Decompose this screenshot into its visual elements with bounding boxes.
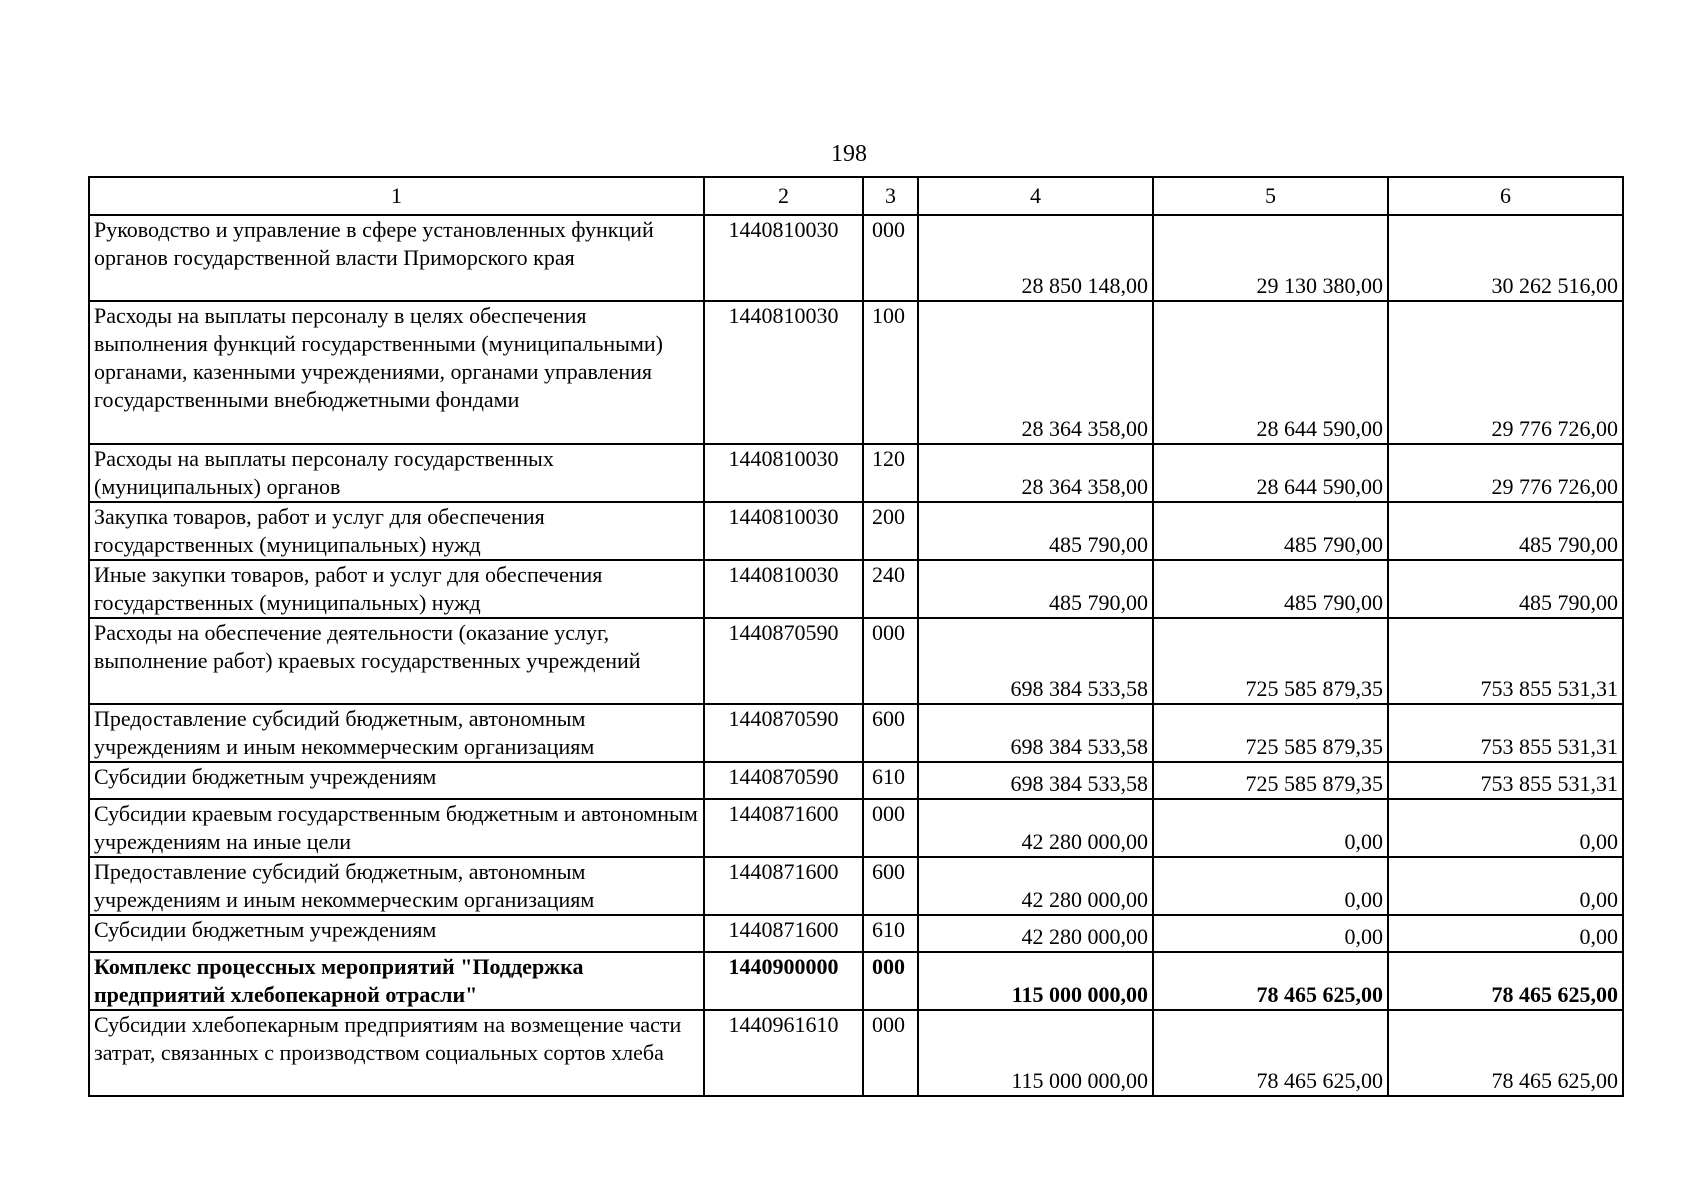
- row-type: 000: [863, 1010, 918, 1096]
- row-name: Расходы на выплаты персоналу государственных (муниципальных) органов: [89, 444, 704, 502]
- row-amount-6: 753 855 531,31: [1388, 704, 1623, 762]
- row-amount-6: 753 855 531,31: [1388, 762, 1623, 799]
- row-amount-4: 485 790,00: [918, 502, 1153, 560]
- row-amount-6: 29 776 726,00: [1388, 444, 1623, 502]
- row-amount-5: 28 644 590,00: [1153, 444, 1388, 502]
- page-number: 198: [831, 141, 867, 167]
- row-amount-5: 28 644 590,00: [1153, 301, 1388, 444]
- column-header: 6: [1388, 177, 1623, 215]
- row-name: Субсидии хлебопекарным предприятиям на возмещение части затрат, связанных с производством социальных сортов хлеба: [89, 1010, 704, 1096]
- row-amount-4: 42 280 000,00: [918, 857, 1153, 915]
- row-code: 1440810030: [704, 301, 863, 444]
- row-amount-6: 30 262 516,00: [1388, 215, 1623, 301]
- row-amount-4: 115 000 000,00: [918, 952, 1153, 1010]
- row-amount-4: 115 000 000,00: [918, 1010, 1153, 1096]
- row-amount-5: 725 585 879,35: [1153, 618, 1388, 704]
- row-amount-6: 78 465 625,00: [1388, 1010, 1623, 1096]
- column-header: 1: [89, 177, 704, 215]
- row-amount-5: 725 585 879,35: [1153, 704, 1388, 762]
- row-code: 1440871600: [704, 799, 863, 857]
- row-code: 1440870590: [704, 704, 863, 762]
- row-code: 1440870590: [704, 618, 863, 704]
- row-code: 1440871600: [704, 915, 863, 952]
- table-header-row: [89, 177, 1623, 215]
- row-amount-4: 42 280 000,00: [918, 799, 1153, 857]
- column-header: 3: [863, 177, 918, 215]
- column-header: 2: [704, 177, 863, 215]
- row-amount-5: 0,00: [1153, 915, 1388, 952]
- table-row: [89, 799, 1623, 857]
- row-amount-4: 42 280 000,00: [918, 915, 1153, 952]
- row-code: 1440810030: [704, 560, 863, 618]
- row-code: 1440810030: [704, 502, 863, 560]
- row-amount-6: 485 790,00: [1388, 560, 1623, 618]
- table-row-bold: [89, 952, 1623, 1010]
- row-amount-6: 29 776 726,00: [1388, 301, 1623, 444]
- row-type: 240: [863, 560, 918, 618]
- row-type: 100: [863, 301, 918, 444]
- row-name: Субсидии бюджетным учреждениям: [89, 762, 704, 799]
- row-amount-4: 28 364 358,00: [918, 444, 1153, 502]
- row-amount-5: 725 585 879,35: [1153, 762, 1388, 799]
- table-row: [89, 618, 1623, 704]
- row-amount-6: 0,00: [1388, 799, 1623, 857]
- row-amount-4: 698 384 533,58: [918, 762, 1153, 799]
- row-name: Расходы на обеспечение деятельности (оказание услуг, выполнение работ) краевых государственных учреждений: [89, 618, 704, 704]
- table-row: [89, 857, 1623, 915]
- row-amount-4: 28 364 358,00: [918, 301, 1153, 444]
- row-type: 000: [863, 618, 918, 704]
- row-amount-4: 698 384 533,58: [918, 618, 1153, 704]
- row-code: 1440810030: [704, 215, 863, 301]
- row-type: 610: [863, 762, 918, 799]
- row-amount-6: 0,00: [1388, 857, 1623, 915]
- column-header: 4: [918, 177, 1153, 215]
- table-row: [89, 215, 1623, 301]
- row-type: 000: [863, 215, 918, 301]
- row-name: Расходы на выплаты персоналу в целях обеспечения выполнения функций государственными (муниципальными) органами, казенными учреждениями, органами управления государственными внебюджетными фондами: [89, 301, 704, 444]
- row-name: Субсидии бюджетным учреждениям: [89, 915, 704, 952]
- row-type: 600: [863, 857, 918, 915]
- row-amount-4: 485 790,00: [918, 560, 1153, 618]
- column-header: 5: [1153, 177, 1388, 215]
- table-row: [89, 762, 1623, 799]
- row-type: 600: [863, 704, 918, 762]
- row-amount-5: 78 465 625,00: [1153, 1010, 1388, 1096]
- row-amount-5: 29 130 380,00: [1153, 215, 1388, 301]
- row-amount-5: 485 790,00: [1153, 502, 1388, 560]
- row-amount-6: 0,00: [1388, 915, 1623, 952]
- table-row: [89, 1010, 1623, 1096]
- row-code: 1440900000: [704, 952, 863, 1010]
- row-amount-5: 0,00: [1153, 857, 1388, 915]
- table-row: [89, 301, 1623, 444]
- row-code: 1440870590: [704, 762, 863, 799]
- row-amount-5: 0,00: [1153, 799, 1388, 857]
- row-name: Субсидии краевым государственным бюджетным и автономным учреждениям на иные цели: [89, 799, 704, 857]
- row-name: Предоставление субсидий бюджетным, автономным учреждениям и иным некоммерческим организациям: [89, 857, 704, 915]
- table-row: [89, 560, 1623, 618]
- row-amount-5: 485 790,00: [1153, 560, 1388, 618]
- row-amount-6: 753 855 531,31: [1388, 618, 1623, 704]
- table-row: [89, 704, 1623, 762]
- row-amount-4: 698 384 533,58: [918, 704, 1153, 762]
- row-type: 610: [863, 915, 918, 952]
- table-row: [89, 502, 1623, 560]
- row-code: 1440810030: [704, 444, 863, 502]
- row-name: Руководство и управление в сфере установленных функций органов государственной власти Приморского края: [89, 215, 704, 301]
- row-amount-4: 28 850 148,00: [918, 215, 1153, 301]
- row-amount-6: 78 465 625,00: [1388, 952, 1623, 1010]
- row-type: 200: [863, 502, 918, 560]
- row-name: Комплекс процессных мероприятий "Поддержка предприятий хлебопекарной отрасли": [89, 952, 704, 1010]
- table-row: [89, 915, 1623, 952]
- row-amount-6: 485 790,00: [1388, 502, 1623, 560]
- row-name: Иные закупки товаров, работ и услуг для обеспечения государственных (муниципальных) нужд: [89, 560, 704, 618]
- row-code: 1440961610: [704, 1010, 863, 1096]
- row-type: 120: [863, 444, 918, 502]
- row-amount-5: 78 465 625,00: [1153, 952, 1388, 1010]
- row-type: 000: [863, 952, 918, 1010]
- row-type: 000: [863, 799, 918, 857]
- row-code: 1440871600: [704, 857, 863, 915]
- budget-table: [88, 176, 1624, 1097]
- row-name: Закупка товаров, работ и услуг для обеспечения государственных (муниципальных) нужд: [89, 502, 704, 560]
- table-row: [89, 444, 1623, 502]
- row-name: Предоставление субсидий бюджетным, автономным учреждениям и иным некоммерческим организациям: [89, 704, 704, 762]
